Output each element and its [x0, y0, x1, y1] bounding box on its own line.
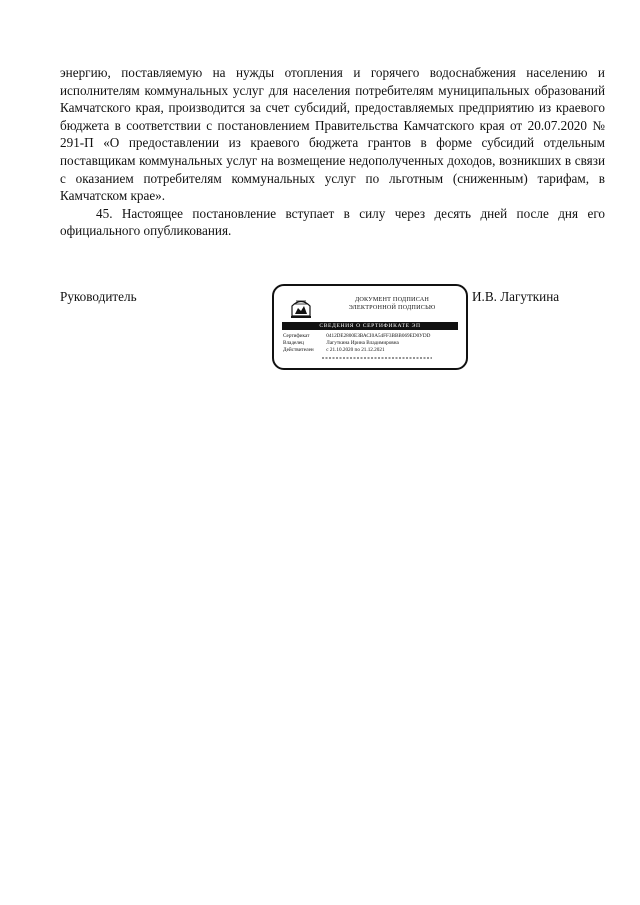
paragraph-45: 45. Настоящее постановление вступает в силу через десять дней после дня его официального опубликования.	[60, 205, 605, 239]
stamp-value-owner: Лагуткина Ирина Владимировна	[326, 340, 399, 346]
coat-of-arms-icon	[288, 296, 314, 320]
stamp-value-validity: с 21.10.2020 по 21.12.2021	[326, 347, 385, 353]
stamp-header-line2: ЭЛЕКТРОННОЙ ПОДПИСЬЮ	[348, 304, 436, 311]
stamp-row-owner	[283, 340, 463, 347]
document-body	[60, 64, 605, 240]
stamp-value-certificate: 0412DE2800ЕЗВАСI0А54FF3ВВВ069ЕD0УDD	[326, 333, 431, 339]
stamp-label-validity: Действителен	[283, 347, 314, 353]
paragraph-continuation: энергию, поставляемую на нужды отопления и горячего водоснабжения населению и исполнителям коммунальных услуг для населения потребителям муниципальных образований Камчатского края, производится за счет субсидий, предоставляемых предприятию из краевого бюджета в соответствии с постановлением Правительства Камчатского края от 20.07.2020 № 291-П «О предоставлении из краевого бюджета грантов в форме субсидий отдельным поставщикам коммунальных услуг на возмещение недополученных доходов, возникших в связи с оказанием потребителям коммунальных услуг по льготным (сниженным) тарифам, в Камчатском крае».	[60, 65, 605, 204]
stamp-microtext-line	[322, 356, 432, 360]
electronic-signature-stamp	[272, 284, 468, 370]
stamp-row-validity	[283, 347, 463, 354]
stamp-certificate-band: СВЕДЕНИЯ О СЕРТИФИКАТЕ ЭП	[282, 322, 458, 330]
stamp-row-certificate	[283, 333, 463, 340]
signer-position: Руководитель	[60, 289, 137, 304]
signer-name: И.В. Лагуткина	[472, 289, 560, 304]
stamp-header-line1: ДОКУМЕНТ ПОДПИСАН	[354, 296, 430, 303]
stamp-label-certificate: Сертификат	[283, 333, 310, 339]
stamp-certificate-details	[283, 333, 463, 354]
stamp-header	[332, 296, 452, 312]
stamp-label-owner: Владелец	[283, 340, 304, 346]
